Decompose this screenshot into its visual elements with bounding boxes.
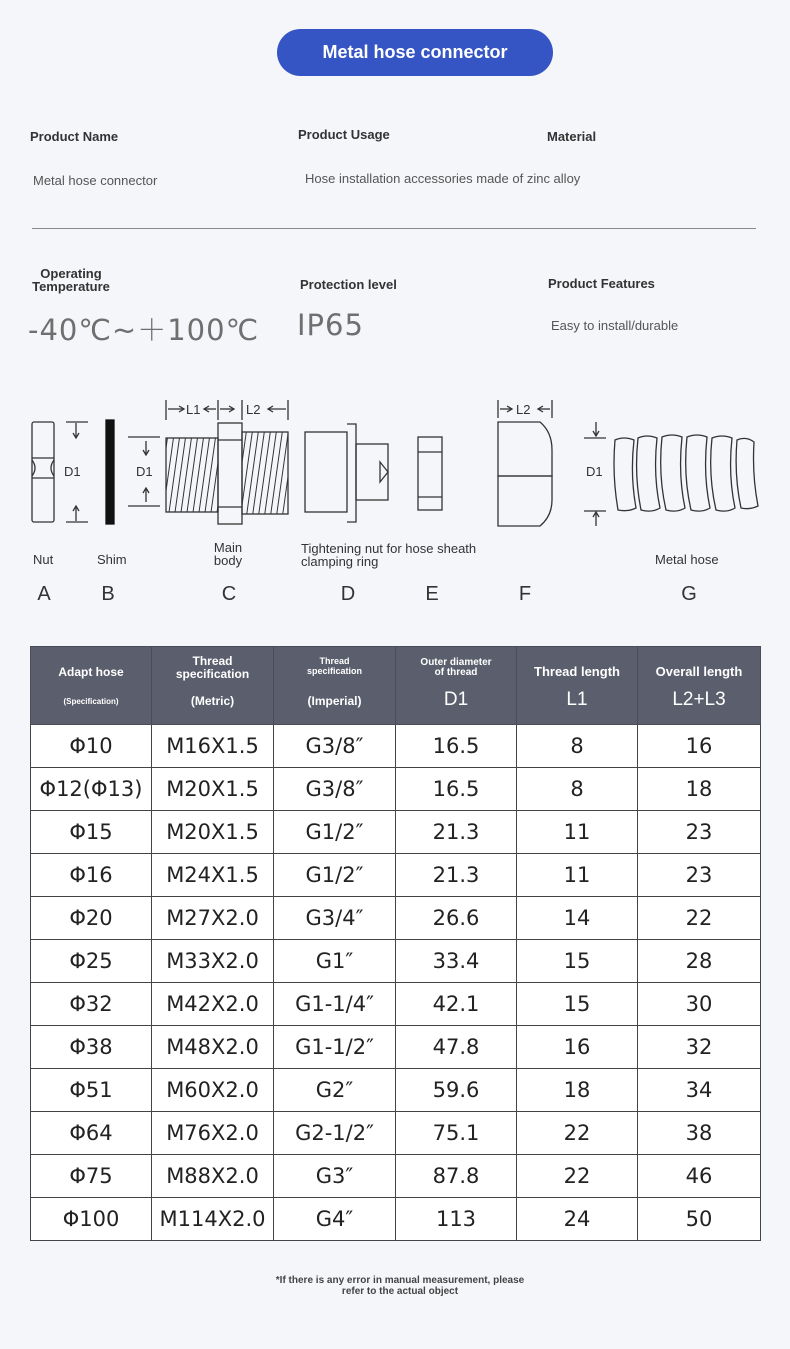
- table-row: [31, 1112, 761, 1155]
- table-cell: M27X2.0: [152, 897, 274, 940]
- table-cell: 75.1: [396, 1112, 517, 1155]
- table-cell: 23: [638, 854, 761, 897]
- header-thread-length: [517, 647, 638, 725]
- table-cell: 50: [638, 1198, 761, 1241]
- table-cell: M20X1.5: [152, 811, 274, 854]
- header-thread-imperial-line1: Thread: [319, 656, 350, 666]
- table-cell: G3/8″: [274, 768, 396, 811]
- table-cell: 22: [517, 1155, 638, 1198]
- table-cell: 16.5: [396, 725, 517, 768]
- table-cell: M24X1.5: [152, 854, 274, 897]
- table-cell: 18: [517, 1069, 638, 1112]
- table-cell: Φ100: [31, 1198, 152, 1241]
- header-thread-metric-sub: (Metric): [190, 694, 235, 708]
- end-nut-drawing: [498, 400, 552, 526]
- table-cell: Φ10: [31, 725, 152, 768]
- table-cell: G4″: [274, 1198, 396, 1241]
- table-cell: M20X1.5: [152, 768, 274, 811]
- tightening-nut-drawing: [305, 424, 388, 522]
- header-thread-metric-line2: specification: [175, 667, 250, 681]
- header-adapt-hose-title: Adapt hose: [58, 665, 124, 679]
- temp-label-line2: Temperature: [32, 279, 110, 294]
- part-label-shim: Shim: [97, 552, 127, 567]
- header-thread-imperial-title: [274, 656, 395, 676]
- dim-d1-body: D1: [136, 464, 153, 479]
- dim-l2-body: L2: [246, 402, 261, 417]
- table-cell: 21.3: [396, 854, 517, 897]
- header-thread-imperial-line2: specification: [306, 666, 362, 676]
- page-title: Metal hose connector: [277, 29, 553, 76]
- product-features-value: Easy to install/durable: [551, 318, 679, 333]
- table-cell: 59.6: [396, 1069, 517, 1112]
- table-cell: 47.8: [396, 1026, 517, 1069]
- header-thread-length-sub: L1: [566, 689, 588, 710]
- table-cell: 34: [638, 1069, 761, 1112]
- part-label-main-body-line1: Main: [213, 540, 243, 555]
- header-adapt-hose: [31, 647, 152, 725]
- table-cell: Φ75: [31, 1155, 152, 1198]
- part-label-tightening-nut: [301, 542, 476, 568]
- table-cell: G2-1/2″: [274, 1112, 396, 1155]
- table-row: [31, 897, 761, 940]
- dim-d1-hose: D1: [586, 464, 603, 479]
- main-body-drawing: [128, 400, 288, 524]
- table-row: [31, 811, 761, 854]
- temp-label-line1: Operating: [40, 266, 102, 281]
- shim-drawing: [106, 420, 114, 524]
- table-header-row: [31, 647, 761, 725]
- table-cell: 23: [638, 811, 761, 854]
- part-label-metal-hose: Metal hose: [655, 552, 719, 567]
- header-thread-length-title: Thread length: [534, 664, 620, 679]
- spec-table-body: [31, 725, 761, 1241]
- table-cell: 16: [638, 725, 761, 768]
- product-name-label: Product Name: [30, 129, 119, 144]
- dim-d1-nut: D1: [64, 464, 81, 479]
- table-cell: Φ32: [31, 983, 152, 1026]
- table-cell: Φ16: [31, 854, 152, 897]
- part-label-tightening-nut-line1: Tightening nut for hose sheath: [301, 541, 477, 556]
- table-cell: 28: [638, 940, 761, 983]
- header-thread-imperial: [274, 647, 396, 725]
- header-thread-metric-line1: Thread: [192, 654, 233, 668]
- table-cell: 22: [638, 897, 761, 940]
- product-usage-label: Product Usage: [298, 127, 390, 142]
- table-cell: 16: [517, 1026, 638, 1069]
- table-cell: Φ25: [31, 940, 152, 983]
- table-cell: G3/8″: [274, 725, 396, 768]
- table-cell: 113: [396, 1198, 517, 1241]
- material-label: Material: [547, 129, 597, 144]
- product-usage-value: Hose installation accessories made of zinc alloy: [305, 171, 581, 186]
- table-cell: 21.3: [396, 811, 517, 854]
- protection-level-label: Protection level: [300, 277, 397, 292]
- footnote-line2: refer to the actual object: [341, 1286, 459, 1297]
- table-cell: 14: [517, 897, 638, 940]
- dim-l2-end-nut: L2: [516, 402, 531, 417]
- table-cell: 11: [517, 811, 638, 854]
- table-row: [31, 854, 761, 897]
- table-row: [31, 725, 761, 768]
- spec-table: [30, 646, 761, 1241]
- table-cell: M33X2.0: [152, 940, 274, 983]
- table-cell: 46: [638, 1155, 761, 1198]
- header-outer-diameter-line2: of thread: [434, 667, 478, 678]
- divider: [32, 228, 756, 229]
- table-cell: M16X1.5: [152, 725, 274, 768]
- part-letter-b: B: [101, 583, 115, 605]
- product-name-value: Metal hose connector: [33, 173, 158, 188]
- table-row: [31, 768, 761, 811]
- header-outer-diameter-title: [396, 658, 516, 678]
- footnote: [200, 1275, 600, 1297]
- table-cell: 8: [517, 768, 638, 811]
- header-overall-length-title: Overall length: [655, 664, 743, 679]
- table-cell: 22: [517, 1112, 638, 1155]
- table-cell: M48X2.0: [152, 1026, 274, 1069]
- part-letter-d: D: [340, 583, 356, 605]
- header-thread-imperial-sub: (Imperial): [307, 694, 362, 708]
- header-outer-diameter-sub: D1: [443, 689, 469, 710]
- protection-level-value: IP65: [297, 308, 364, 342]
- table-cell: G1/2″: [274, 811, 396, 854]
- table-cell: G2″: [274, 1069, 396, 1112]
- part-label-main-body: [208, 541, 248, 567]
- table-cell: 11: [517, 854, 638, 897]
- table-cell: 87.8: [396, 1155, 517, 1198]
- header-overall-length-sub: L2+L3: [672, 689, 726, 710]
- parts-diagram: [0, 390, 790, 540]
- temperature-value: -40℃~＋100℃: [28, 313, 260, 347]
- operating-temperature-label: [31, 267, 111, 293]
- table-cell: Φ20: [31, 897, 152, 940]
- table-cell: M114X2.0: [152, 1198, 274, 1241]
- header-outer-diameter-line1: Outer diameter: [420, 657, 492, 668]
- table-cell: 32: [638, 1026, 761, 1069]
- table-row: [31, 983, 761, 1026]
- table-cell: Φ38: [31, 1026, 152, 1069]
- table-cell: 30: [638, 983, 761, 1026]
- table-cell: 24: [517, 1198, 638, 1241]
- table-cell: M76X2.0: [152, 1112, 274, 1155]
- table-cell: 42.1: [396, 983, 517, 1026]
- part-label-main-body-line2: body: [213, 553, 243, 568]
- header-thread-metric: [152, 647, 274, 725]
- header-outer-diameter: [396, 647, 517, 725]
- part-letter-g: G: [681, 583, 697, 605]
- table-cell: G1″: [274, 940, 396, 983]
- table-row: [31, 1069, 761, 1112]
- table-cell: M60X2.0: [152, 1069, 274, 1112]
- header-adapt-hose-sub: (Specification): [63, 697, 119, 706]
- table-cell: Φ15: [31, 811, 152, 854]
- table-cell: G3″: [274, 1155, 396, 1198]
- table-row: [31, 940, 761, 983]
- part-letter-e: E: [425, 583, 439, 605]
- table-row: [31, 1026, 761, 1069]
- table-cell: 8: [517, 725, 638, 768]
- table-cell: 26.6: [396, 897, 517, 940]
- table-cell: Φ64: [31, 1112, 152, 1155]
- table-cell: M88X2.0: [152, 1155, 274, 1198]
- clamping-ring-drawing: [418, 437, 442, 510]
- table-cell: 15: [517, 983, 638, 1026]
- part-label-tightening-nut-line2: clamping ring: [301, 554, 379, 569]
- table-cell: 33.4: [396, 940, 517, 983]
- table-row: [31, 1155, 761, 1198]
- part-letter-c: C: [221, 583, 237, 605]
- header-overall-length: [638, 647, 761, 725]
- table-cell: Φ51: [31, 1069, 152, 1112]
- table-row: [31, 1198, 761, 1241]
- table-cell: G1-1/4″: [274, 983, 396, 1026]
- dim-l1: L1: [186, 402, 201, 417]
- part-letter-f: F: [518, 583, 532, 605]
- part-label-nut: Nut: [33, 552, 54, 567]
- table-cell: Φ12(Φ13): [31, 768, 152, 811]
- part-letter-a: A: [37, 583, 51, 605]
- table-cell: 15: [517, 940, 638, 983]
- table-cell: G1/2″: [274, 854, 396, 897]
- table-cell: G1-1/2″: [274, 1026, 396, 1069]
- product-features-label: Product Features: [548, 276, 655, 291]
- table-cell: M42X2.0: [152, 983, 274, 1026]
- metal-hose-drawing: [584, 422, 758, 526]
- header-thread-metric-title: [152, 655, 273, 681]
- table-cell: 16.5: [396, 768, 517, 811]
- footnote-line1: *If there is any error in manual measurement, please: [275, 1275, 525, 1286]
- table-cell: G3/4″: [274, 897, 396, 940]
- table-cell: 38: [638, 1112, 761, 1155]
- table-cell: 18: [638, 768, 761, 811]
